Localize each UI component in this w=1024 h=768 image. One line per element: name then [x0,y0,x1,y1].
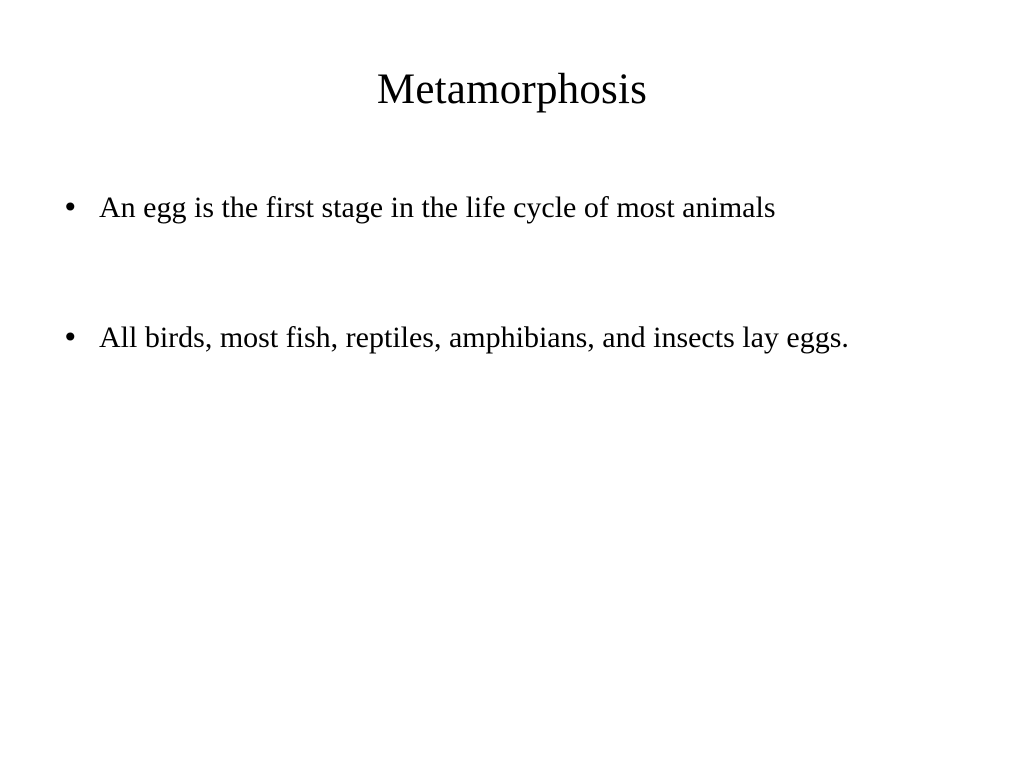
bullet-item [62,185,1002,231]
bullet-item [62,315,1002,361]
bullet-dot-icon: • [62,191,79,224]
slide-title: Metamorphosis [376,66,648,113]
bullet-text: An egg is the first stage in the life cycle of most animals [99,191,776,224]
bullet-list [62,185,1002,445]
bullet-dot-icon: • [62,321,79,354]
bullet-text: All birds, most fish, reptiles, amphibians, and insects lay eggs. [99,321,849,354]
